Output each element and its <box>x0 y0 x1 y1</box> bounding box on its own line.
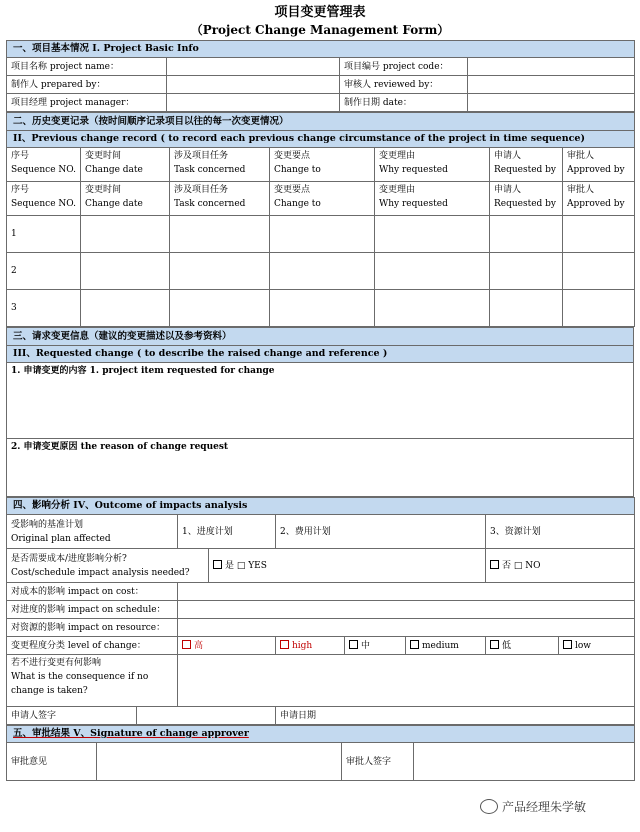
history-header-row <box>7 148 635 182</box>
project-name-field[interactable] <box>167 58 340 76</box>
change-level-label: 变更程度分类 level of change： <box>7 637 178 655</box>
cell[interactable] <box>270 216 375 253</box>
col-header: 变更时间 Change date <box>81 182 170 216</box>
cell[interactable] <box>490 290 563 327</box>
section-approval <box>6 725 635 781</box>
approver-sign-label: 审批人签字 <box>342 743 414 781</box>
col-header: 涉及项目任务 Task concerned <box>170 182 270 216</box>
section-2-header-en: II、Previous change record ( to record each previous change circumstance of the project in time sequence) <box>7 131 635 148</box>
section-1-header: 一、项目基本情况 I. Project Basic Info <box>7 41 635 58</box>
cell[interactable] <box>81 290 170 327</box>
cell[interactable] <box>375 253 490 290</box>
checkbox[interactable] <box>349 640 358 649</box>
request-reason-label: 2. 申请变更原因 the reason of change request <box>11 442 229 452</box>
watermark <box>480 792 630 820</box>
project-code-label: 项目编号 project code： <box>340 58 468 76</box>
level-mid-en-option[interactable]: medium <box>406 637 486 655</box>
section-3-header-cn: 三、请求变更信息（建议的变更描述以及参考资料） <box>7 328 634 346</box>
prepared-by-label: 制作人 prepared by： <box>7 76 167 94</box>
date-field[interactable] <box>468 94 635 112</box>
history-header-row-repeat <box>7 182 635 216</box>
checkbox[interactable] <box>182 640 191 649</box>
col-header: 申请人 Requested by <box>490 148 563 182</box>
col-header: 变更理由 Why requested <box>375 148 490 182</box>
consequence-field[interactable] <box>178 655 635 707</box>
reviewed-by-label: 审核人 reviewed by： <box>340 76 468 94</box>
cell[interactable] <box>270 290 375 327</box>
watermark-text: 产品经理朱学敏 <box>502 799 587 814</box>
checkbox[interactable] <box>563 640 572 649</box>
cell[interactable] <box>81 253 170 290</box>
date-label: 制作日期 date： <box>340 94 468 112</box>
impact-resource-field[interactable] <box>178 619 635 637</box>
plan-resource-option[interactable]: 3、资源计划 <box>486 515 635 549</box>
col-header: 申请人 Requested by <box>490 182 563 216</box>
manager-field[interactable] <box>167 94 340 112</box>
impact-schedule-field[interactable] <box>178 601 635 619</box>
analysis-yes-option[interactable]: 是 □ YES <box>209 549 486 583</box>
section-basic-info <box>6 40 635 112</box>
no-checkbox[interactable] <box>490 560 499 569</box>
section-5-header: 五、审批结果 V、Signature of change approver <box>7 726 635 743</box>
approver-sign-field[interactable] <box>414 743 635 781</box>
col-header: 审批人 Approved by <box>563 182 635 216</box>
section-4-header: 四、影响分析 IV、Outcome of impacts analysis <box>7 498 635 515</box>
requested-item-area[interactable] <box>7 363 634 439</box>
row-number: 1 <box>7 216 81 253</box>
plan-schedule-option[interactable]: 1、进度计划 <box>178 515 276 549</box>
col-header: 变更理由 Why requested <box>375 182 490 216</box>
reviewed-by-field[interactable] <box>468 76 635 94</box>
form-subtitle: （Project Change Management Form） <box>190 23 450 37</box>
section-previous-changes <box>6 112 635 327</box>
cell[interactable] <box>563 253 635 290</box>
analysis-no-option[interactable]: 否 □ NO <box>486 549 635 583</box>
cell[interactable] <box>375 290 490 327</box>
table-row <box>7 290 635 327</box>
col-header: 变更时间 Change date <box>81 148 170 182</box>
manager-label: 项目经理 project manager： <box>7 94 167 112</box>
table-row <box>7 253 635 290</box>
level-high-cn-option[interactable]: 高 <box>178 637 276 655</box>
section-2-header-cn: 二、历史变更记录（按时间顺序记录项目以往的每一次变更情况） <box>7 113 635 131</box>
impact-cost-field[interactable] <box>178 583 635 601</box>
cell[interactable] <box>170 216 270 253</box>
cell[interactable] <box>375 216 490 253</box>
level-low-en-option[interactable]: low <box>559 637 635 655</box>
table-row <box>7 216 635 253</box>
apply-date-label: 申请日期 <box>280 710 317 721</box>
col-header: 序号 Sequence NO. <box>7 148 81 182</box>
plan-cost-option[interactable]: 2、费用计划 <box>276 515 486 549</box>
cell[interactable] <box>270 253 375 290</box>
form-title: 项目变更管理表 <box>274 5 366 20</box>
level-low-cn-option[interactable]: 低 <box>486 637 559 655</box>
col-header: 变更要点 Change to <box>270 182 375 216</box>
checkbox[interactable] <box>280 640 289 649</box>
impact-schedule-label: 对进度的影响 impact on schedule： <box>7 601 178 619</box>
impact-resource-label: 对资源的影响 impact on resource： <box>7 619 178 637</box>
col-header: 变更要点 Change to <box>270 148 375 182</box>
col-header: 涉及项目任务 Task concerned <box>170 148 270 182</box>
level-high-en-option[interactable]: high <box>276 637 345 655</box>
section-requested-change <box>6 327 634 497</box>
cell[interactable] <box>170 253 270 290</box>
col-header: 序号 Sequence NO. <box>7 182 81 216</box>
applicant-sign-label: 申请人签字 <box>7 707 137 725</box>
requested-item-label: 1. 申请变更的内容 1. project item requested for change <box>11 366 275 376</box>
apply-date-field[interactable] <box>276 707 635 725</box>
analysis-needed-label: 是否需要成本/进度影响分析? Cost/schedule impact analysis needed? <box>7 549 209 583</box>
yes-checkbox[interactable] <box>213 560 222 569</box>
prepared-by-field[interactable] <box>167 76 340 94</box>
plan-affected-label: 受影响的基准计划 Original plan affected <box>7 515 178 549</box>
approval-opinion-field[interactable] <box>97 743 342 781</box>
cell[interactable] <box>563 216 635 253</box>
level-mid-cn-option[interactable]: 中 <box>345 637 406 655</box>
cell[interactable] <box>490 253 563 290</box>
col-header: 审批人 Approved by <box>563 148 635 182</box>
cell[interactable] <box>170 290 270 327</box>
wechat-icon <box>480 799 498 814</box>
request-reason-area[interactable] <box>7 439 634 497</box>
row-number: 3 <box>7 290 81 327</box>
applicant-sign-field[interactable] <box>137 707 276 725</box>
cell[interactable] <box>563 290 635 327</box>
change-management-form <box>6 4 634 781</box>
checkbox[interactable] <box>410 640 419 649</box>
checkbox[interactable] <box>490 640 499 649</box>
consequence-label: 若不进行变更有何影响 What is the consequence if no change is taken? <box>7 655 178 707</box>
cell[interactable] <box>81 216 170 253</box>
impact-cost-label: 对成本的影响 impact on cost： <box>7 583 178 601</box>
section-impact-analysis <box>6 497 635 725</box>
section-3-header-en: III、Requested change ( to describe the raised change and reference ) <box>7 346 634 363</box>
approval-opinion-label: 审批意见 <box>7 743 97 781</box>
row-number: 2 <box>7 253 81 290</box>
project-name-label: 项目名称 project name： <box>7 58 167 76</box>
cell[interactable] <box>490 216 563 253</box>
project-code-field[interactable] <box>468 58 635 76</box>
